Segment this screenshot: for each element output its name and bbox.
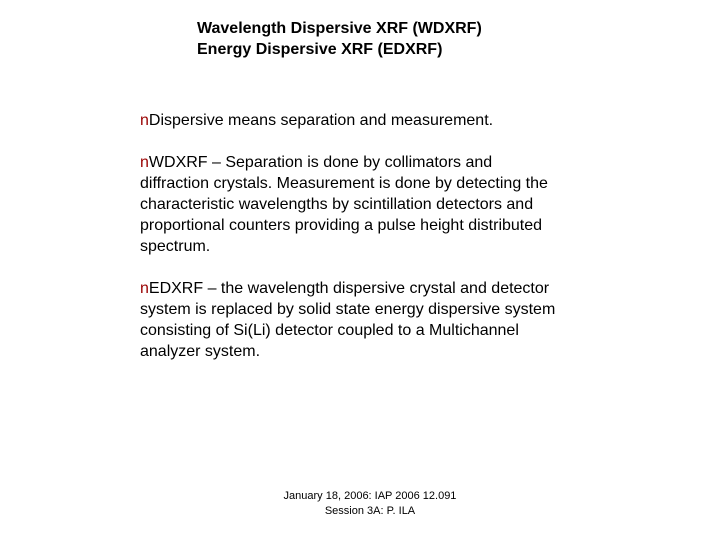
- title-line-wdxrf: Wavelength Dispersive XRF (WDXRF): [197, 20, 482, 37]
- bullet-marker: n: [140, 154, 149, 171]
- bullet-item-wdxrf: [140, 152, 560, 257]
- footer-session: Session 3A: P. ILA: [324, 505, 416, 517]
- bullet-item-dispersive: [140, 110, 560, 131]
- bullet-marker: n: [140, 112, 149, 129]
- bullet-marker: n: [140, 280, 149, 297]
- slide-footer: [260, 489, 480, 519]
- bullet-list: [140, 110, 560, 362]
- bullet-text: Dispersive means separation and measurement.: [148, 112, 494, 129]
- bullet-text: WDXRF – Separation is done by collimators and diffraction crystals. Measurement is done by detecting the characteristic wavelengths by scintillation detectors and proportional counters providing a pulse height distributed spectrum.: [140, 154, 548, 255]
- bullet-item-edxrf: [140, 278, 560, 362]
- slide-title: [197, 18, 482, 60]
- bullet-text: EDXRF – the wavelength dispersive crystal and detector system is replaced by solid state energy dispersive system consisting of Si(Li) detector coupled to a Multichannel analyzer system.: [140, 280, 556, 360]
- footer-date-course: January 18, 2006: IAP 2006 12.091: [283, 490, 457, 502]
- title-line-edxrf: Energy Dispersive XRF (EDXRF): [197, 41, 443, 58]
